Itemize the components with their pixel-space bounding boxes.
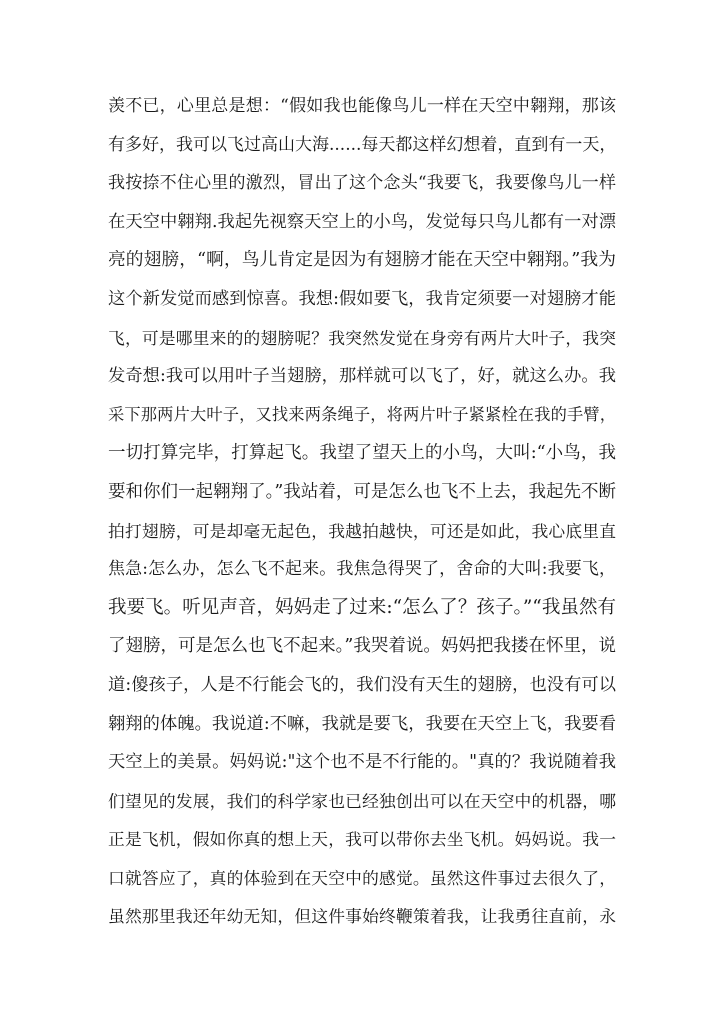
text-line: 虽然那里我还年幼无知，但这件事始终鞭策着我，让我勇往直前，永 — [108, 906, 616, 927]
text-line: 在天空中翱翔.我起先视察天空上的小鸟，发觉每只鸟儿都有一对漂 — [108, 211, 616, 232]
body-text — [108, 87, 616, 936]
text-line: 们望见的发展，我们的科学家也已经独创出可以在天空中的机器，哪 — [108, 790, 616, 811]
text-line: 天空上的美景。妈妈说:"这个也不是不行能的。"真的？我说随着我 — [108, 752, 616, 773]
text-line: 亮的翅膀，“啊，鸟儿肯定是因为有翅膀才能在天空中翱翔。”我为 — [108, 250, 616, 271]
text-line: 翱翔的体魄。我说道:不嘛，我就是要飞，我要在天空上飞，我要看 — [108, 713, 616, 734]
text-line: 我要飞。听见声音，妈妈走了过来:“怎么了？孩子。”“我虽然有 — [108, 596, 616, 618]
text-line: 飞，可是哪里来的的翅膀呢？我突然发觉在身旁有两片大叶子，我突 — [108, 327, 616, 348]
text-line: 有多好，我可以飞过高山大海......每天都这样幻想着，直到有一天， — [108, 134, 617, 155]
text-line: 一切打算完毕，打算起飞。我望了望天上的小鸟，大叫:“小鸟，我 — [108, 443, 616, 464]
text-line: 我按捺不住心里的激烈，冒出了这个念头“我要飞，我要像鸟儿一样 — [108, 173, 616, 194]
text-line: 要和你们一起翱翔了。”我站着，可是怎么也飞不上去，我起先不断 — [108, 481, 616, 502]
text-line: 正是飞机，假如你真的想上天，我可以带你去坐飞机。妈妈说。我一 — [108, 829, 616, 850]
text-line: 拍打翅膀，可是却毫无起色，我越拍越快，可还是如此，我心底里直 — [108, 520, 616, 541]
text-line: 采下那两片大叶子，又找来两条绳子，将两片叶子紧紧栓在我的手臂， — [108, 404, 616, 424]
text-line: 了翅膀，可是怎么也飞不起来。”我哭着说。妈妈把我搂在怀里，说 — [108, 636, 616, 657]
text-line: 这个新发觉而感到惊喜。我想:假如要飞，我肯定须要一对翅膀才能 — [108, 288, 616, 309]
text-line: 道:傻孩子，人是不行能会飞的，我们没有天生的翅膀，也没有可以 — [108, 674, 616, 695]
text-line: 口就答应了，真的体验到在天空中的感觉。虽然这件事过去很久了， — [108, 867, 616, 888]
text-line: 发奇想:我可以用叶子当翅膀，那样就可以飞了，好，就这么办。我 — [108, 366, 616, 387]
text-line: 焦急:怎么办，怎么飞不起来。我焦急得哭了，舍命的大叫:我要飞， — [108, 559, 616, 580]
text-line: 羡不已，心里总是想：“假如我也能像鸟儿一样在天空中翱翔，那该 — [108, 96, 616, 116]
